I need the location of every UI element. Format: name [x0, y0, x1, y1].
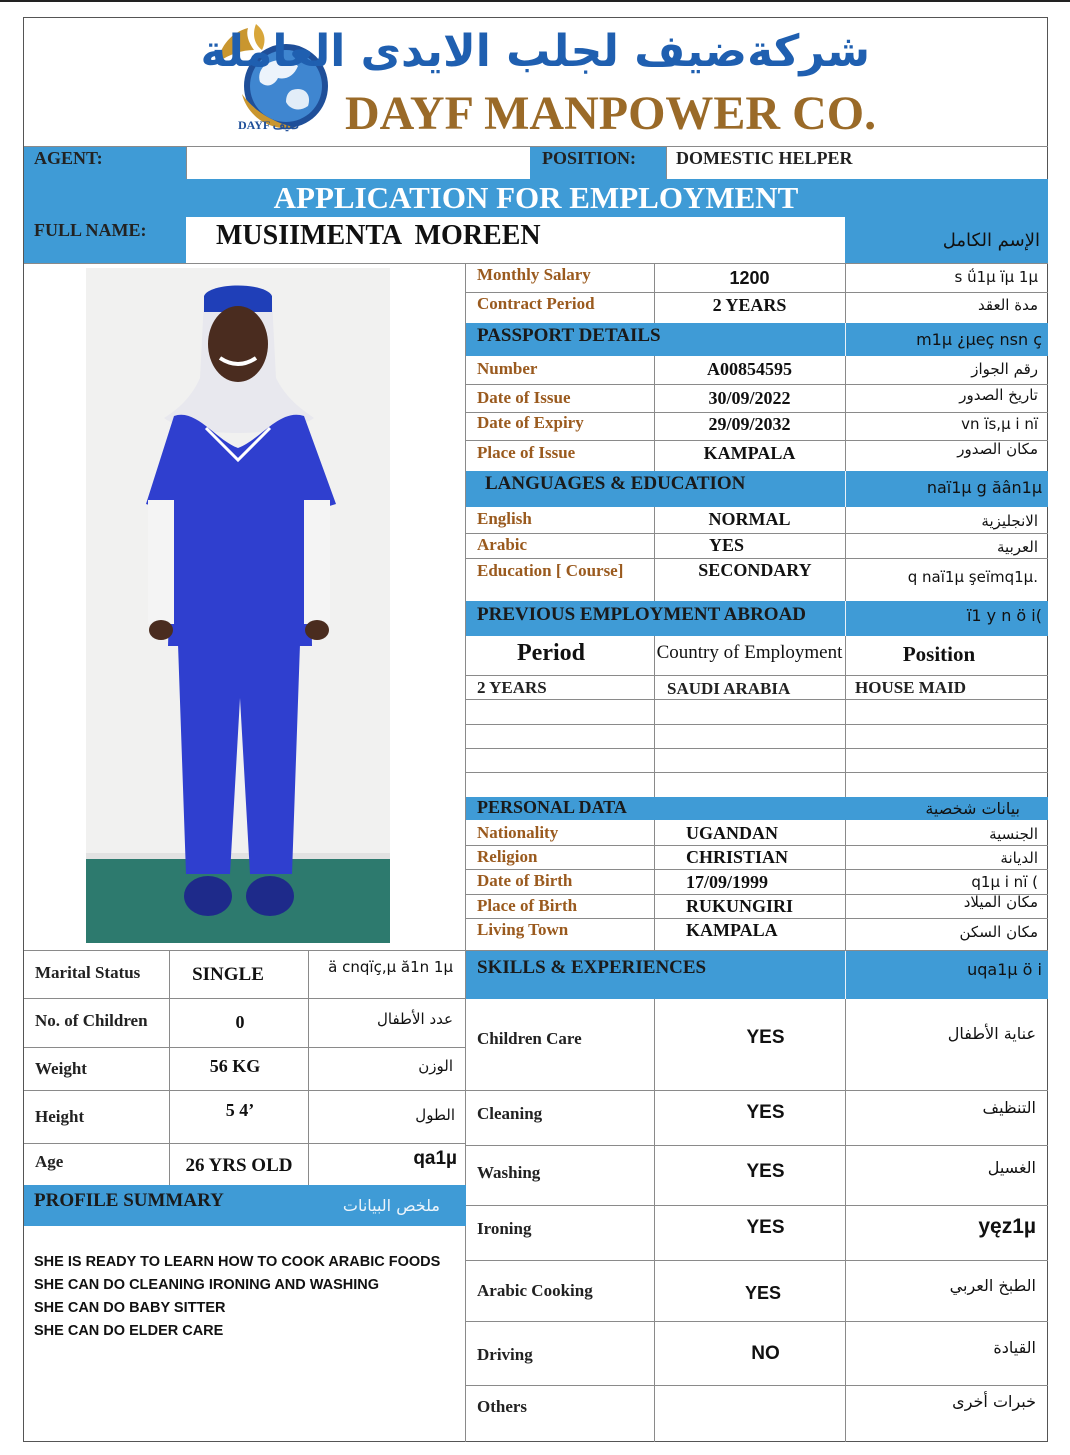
skill-washing-label: Washing — [477, 1163, 541, 1182]
english-label-ar: الانجليزية — [981, 512, 1038, 530]
personal-data-title: PERSONAL DATA — [477, 797, 627, 817]
skill-children-care-label-ar: عناية الأطفال — [947, 1024, 1036, 1043]
divider — [845, 356, 846, 471]
marital-status-value: SINGLE — [192, 964, 264, 985]
divider — [845, 820, 846, 950]
divider — [24, 1143, 466, 1144]
divider — [466, 772, 1048, 773]
full-name-label-ar: الإسم الكامل — [942, 230, 1040, 251]
employment-country-cell: SAUDI ARABIA — [667, 679, 791, 698]
weight-value: 56 KG — [209, 1056, 261, 1076]
date-of-issue-label: Date of Issue — [477, 388, 571, 407]
profile-summary-title: PROFILE SUMMARY — [34, 1190, 224, 1211]
divider — [654, 999, 655, 1442]
divider — [466, 1260, 1048, 1261]
skill-driving-label-ar: القيادة — [993, 1338, 1036, 1357]
religion-label-ar: الديانة — [1000, 849, 1038, 867]
divider — [845, 951, 846, 999]
nationality-label-ar: الجنسية — [989, 825, 1038, 843]
divider — [308, 950, 309, 1185]
arabic-value: YES — [708, 535, 744, 555]
monthly-salary-value: 1200 — [729, 268, 770, 288]
religion-value: CHRISTIAN — [686, 847, 789, 867]
divider — [466, 1090, 1048, 1091]
nationality-label: Nationality — [477, 823, 559, 842]
personal-data-title-ar: بيانات شخصية — [925, 799, 1020, 818]
passport-title-ar: m1µ ¿µeç nsn ç — [916, 330, 1042, 349]
date-of-issue-value: 30/09/2022 — [708, 388, 791, 408]
divider — [466, 533, 1048, 534]
passport-number-label: Number — [477, 359, 538, 378]
divider — [466, 699, 1048, 700]
divider — [24, 146, 1048, 147]
column-header-country: Country of Employment — [656, 642, 843, 663]
date-of-birth-label-ar: ) q1µ i nï — [971, 873, 1038, 891]
form-title: APPLICATION FOR EMPLOYMENT — [273, 180, 799, 215]
weight-label: Weight — [35, 1059, 87, 1078]
agent-field[interactable] — [196, 148, 526, 174]
contract-period-label-ar: مدة العقد — [978, 296, 1038, 314]
education-value: SECONDARY — [698, 560, 812, 580]
divider — [466, 675, 1048, 676]
marital-status-label: Marital Status — [35, 963, 141, 982]
skill-driving-value: NO — [751, 1343, 780, 1364]
skill-children-care-value: YES — [746, 1027, 785, 1048]
date-of-birth-label: Date of Birth — [477, 871, 573, 890]
profile-summary-title-ar: ملخص البيانات — [342, 1196, 440, 1215]
skill-ironing-label: Ironing — [477, 1219, 532, 1238]
position-value: DOMESTIC HELPER — [676, 148, 853, 168]
profile-summary-line: SHE CAN DO ELDER CARE — [34, 1323, 224, 1339]
divider — [466, 292, 1048, 293]
passport-number-value: A00854595 — [707, 359, 792, 379]
children-count-value: 0 — [235, 1012, 245, 1032]
date-of-expiry-label-ar: vn ïs,µ i nï — [961, 415, 1038, 433]
skill-driving-label: Driving — [477, 1345, 533, 1364]
skill-washing-label-ar: الغسيل — [987, 1158, 1036, 1177]
languages-title: LANGUAGES & EDUCATION — [485, 473, 746, 494]
height-value: 5 4’ — [225, 1100, 255, 1120]
contract-period-value: 2 YEARS — [712, 295, 787, 315]
divider — [466, 869, 1048, 870]
divider — [466, 845, 1048, 846]
marital-status-label-ar: ä cnqïç,µ ă1n 1µ — [328, 958, 453, 976]
children-count-label: No. of Children — [35, 1011, 148, 1030]
divider — [466, 748, 1048, 749]
education-label: Education [ Course] — [477, 561, 624, 580]
education-label-ar: .q naï1µ şeïmq1µ — [907, 568, 1038, 586]
divider — [666, 146, 667, 179]
skills-title: SKILLS & EXPERIENCES — [477, 957, 707, 978]
profile-summary-line: SHE CAN DO BABY SITTER — [34, 1300, 226, 1316]
skill-arabic-cooking-label: Arabic Cooking — [477, 1281, 593, 1300]
monthly-salary-label: Monthly Salary — [477, 265, 591, 284]
english-label: English — [477, 509, 532, 528]
age-label-ar: qa1µ — [413, 1148, 457, 1169]
applicant-photo — [86, 268, 390, 943]
date-of-birth-value: 17/09/1999 — [686, 872, 769, 892]
place-of-birth-label: Place of Birth — [477, 896, 578, 915]
divider — [466, 558, 1048, 559]
skill-arabic-cooking-value: YES — [744, 1283, 782, 1303]
skill-arabic-cooking-label-ar: الطبخ العربي — [949, 1276, 1036, 1295]
employment-period-cell: 2 YEARS — [477, 678, 547, 697]
languages-title-ar: naï1µ g ăân1µ — [926, 478, 1042, 497]
skill-cleaning-label: Cleaning — [477, 1104, 543, 1123]
passport-number-label-ar: رقم الجواز — [971, 360, 1038, 378]
profile-summary-line: SHE IS READY TO LEARN HOW TO COOK ARABIC FOODS — [34, 1254, 441, 1270]
company-name-english: DAYF MANPOWER CO. — [345, 87, 877, 140]
skill-cleaning-label-ar: التنظيف — [982, 1098, 1036, 1117]
date-of-expiry-value: 29/09/2032 — [708, 414, 791, 434]
contract-period-label: Contract Period — [477, 294, 595, 313]
divider — [466, 918, 1048, 919]
skill-ironing-value: YES — [746, 1217, 785, 1238]
place-of-birth-value: RUKUNGIRI — [686, 896, 794, 916]
logo-caption: DAYF ضيف — [238, 118, 300, 132]
children-count-label-ar: عدد الأطفال — [377, 1010, 453, 1028]
divider — [654, 820, 655, 950]
divider — [24, 1047, 466, 1048]
divider — [186, 146, 187, 179]
divider — [845, 471, 846, 507]
skills-title-ar: uqa1µ ö i — [967, 960, 1042, 979]
monthly-salary-label-ar: s ǘ1µ ïµ 1µ — [954, 268, 1038, 286]
divider — [466, 1385, 1048, 1386]
previous-employment-title: PREVIOUS EMPLOYMENT ABROAD — [477, 604, 807, 625]
employment-position-cell: HOUSE MAID — [855, 678, 966, 697]
skill-children-care-label: Children Care — [477, 1029, 582, 1048]
arabic-label: Arabic — [477, 535, 528, 554]
living-town-value: KAMPALA — [686, 920, 778, 940]
profile-summary-line: SHE CAN DO CLEANING IRONING AND WASHING — [34, 1277, 380, 1293]
previous-employment-title-ar: )ï1 y n ö i — [966, 606, 1042, 625]
weight-label-ar: الوزن — [418, 1057, 453, 1075]
arabic-label-ar: العربية — [997, 538, 1038, 556]
skill-washing-value: YES — [746, 1161, 785, 1182]
living-town-label-ar: مكان السكن — [959, 923, 1038, 941]
agent-label: AGENT: — [34, 148, 103, 168]
place-of-issue-value: KAMPALA — [703, 443, 796, 463]
company-name-arabic: شركةضيف لجلب الايدى العاملة — [200, 26, 870, 77]
divider — [466, 1205, 1048, 1206]
top-border — [0, 0, 1070, 2]
english-value: NORMAL — [708, 509, 791, 529]
place-of-issue-label-ar: مكان الصدور — [957, 440, 1038, 458]
divider — [466, 1321, 1048, 1322]
skill-cleaning-value: YES — [746, 1102, 785, 1123]
divider — [466, 1145, 1048, 1146]
divider — [24, 263, 1048, 264]
divider — [845, 263, 846, 323]
religion-label: Religion — [477, 847, 538, 866]
full-name-label: FULL NAME: — [34, 220, 147, 240]
date-of-issue-label-ar: تاريخ الصدور — [959, 386, 1038, 404]
passport-title: PASSPORT DETAILS — [477, 325, 661, 346]
height-label-ar: الطول — [415, 1106, 455, 1124]
column-header-period: Period — [517, 640, 585, 666]
place-of-birth-label-ar: مكان الميلاد — [963, 893, 1038, 911]
skill-others-label-ar: خبرات أخرى — [952, 1392, 1036, 1411]
divider — [24, 998, 466, 999]
skill-others-label: Others — [477, 1397, 528, 1416]
height-label: Height — [35, 1107, 85, 1126]
nationality-value: UGANDAN — [686, 823, 778, 843]
age-label: Age — [35, 1152, 64, 1171]
living-town-label: Living Town — [477, 920, 569, 939]
divider — [845, 507, 846, 601]
date-of-expiry-label: Date of Expiry — [477, 413, 584, 432]
divider — [845, 323, 846, 356]
age-value: 26 YRS OLD — [185, 1155, 293, 1176]
full-name-value: MUSIIMENTA MOREEN — [216, 220, 541, 251]
divider — [24, 1090, 466, 1091]
divider — [466, 384, 1048, 385]
place-of-issue-label: Place of Issue — [477, 443, 576, 462]
divider — [845, 601, 846, 636]
column-header-position: Position — [902, 642, 976, 666]
position-label: POSITION: — [542, 148, 637, 168]
skill-ironing-label-ar: yęz1µ — [978, 1215, 1036, 1238]
divider — [466, 724, 1048, 725]
